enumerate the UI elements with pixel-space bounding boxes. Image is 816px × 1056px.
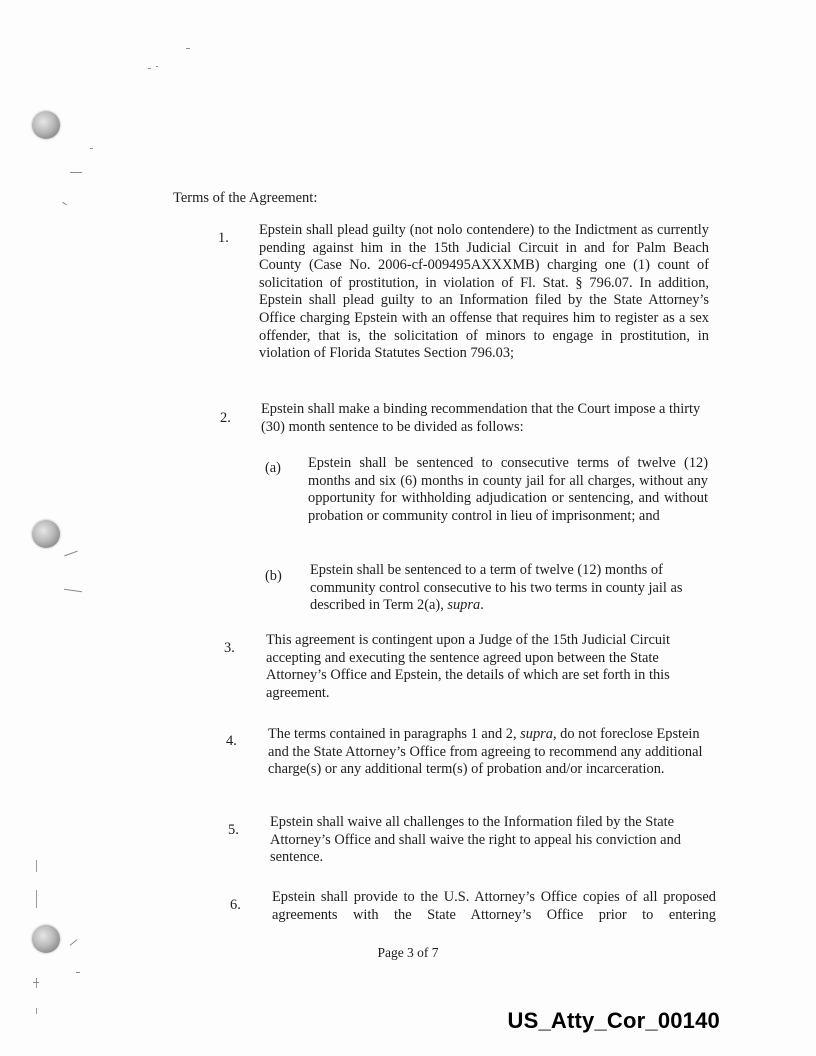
scan-speck — [76, 972, 80, 973]
scan-speck — [36, 860, 37, 872]
item-number-3: 3. — [224, 640, 235, 656]
item-number-1: 1. — [218, 230, 229, 246]
item-text-2: Epstein shall make a binding recommendation that the Court impose a thirty (30) month sentence to be divided as follows: — [261, 401, 701, 435]
item-number-5: 5. — [228, 822, 239, 838]
scan-speck — [36, 1008, 37, 1014]
subitem-label-2a: (a) — [265, 460, 281, 476]
scan-speck — [33, 982, 39, 983]
scan-speck — [90, 148, 93, 149]
subitem-text-2b — [310, 562, 710, 615]
subitem-text-2b-main: Epstein shall be sentenced to a term of twelve (12) months of community control consecutive to his two terms in county jail as described in Term 2(a), — [310, 562, 683, 614]
item-number-4: 4. — [226, 733, 237, 749]
scan-speck — [186, 48, 190, 49]
scan-speck — [36, 978, 37, 988]
item-text-5: Epstein shall waive all challenges to the Information filed by the State Attorney’s Office and shall waive the right to appeal his conviction and sentence. — [270, 814, 681, 866]
item-text-4-main: The terms contained in paragraphs 1 and 2, — [268, 726, 521, 742]
scan-speck — [156, 66, 158, 67]
subitem-text-2a: Epstein shall be sentenced to consecutive terms of twelve (12) months and six (6) months in county jail for all charges, without any opportunity for withholding adjudication or sentencing, and without probation or community control in lieu of imprisonment; and — [308, 455, 708, 524]
punch-hole-middle — [32, 520, 60, 548]
item-number-6: 6. — [230, 897, 241, 913]
item-text-3: This agreement is contingent upon a Judge of the 15th Judicial Circuit accepting and executing the sentence agreed upon between the State Attorney’s Office and Epstein, the details of which are set forth in this agreement. — [266, 632, 671, 701]
section-heading: Terms of the Agreement: — [173, 190, 318, 206]
subitem-text-2b-end: . — [480, 597, 484, 614]
item-number-2: 2. — [220, 410, 231, 426]
item-text-4 — [268, 726, 714, 779]
item-text-6: Epstein shall provide to the U.S. Attorney’s Office copies of all proposed agreements with the State Attorney’s Office prior to entering — [272, 889, 716, 923]
item-text-1: Epstein shall plead guilty (not nolo contendere) to the Indictment as currently pending against him in the 15th Judicial Circuit in and for Palm Beach County (Case No. 2006-cf-009495AXXXMB) charging one (1) count of solicitation of prostitution, in violation of Fl. Stat. § 796.07. In addition, Epstein shall plead guilty to an Information filed by the State Attorney’s Office charging Epstein with an offense that requires him to register as a sex offender, that is, the solicitation of minors to engage in prostitution, in violation of Florida Statutes Section 796.03; — [259, 222, 709, 362]
bates-number: US_Atty_Cor_00140 — [507, 1008, 720, 1033]
scan-speck — [36, 890, 37, 908]
scan-speck — [148, 68, 151, 69]
scan-speck — [64, 589, 82, 592]
scan-speck — [64, 551, 77, 557]
punch-hole-top — [32, 111, 60, 139]
item-text-4-end: , do not foreclose Epstein and the State Attorney’s Office from agreeing to recommend any additional charge(s) or any additional term(s) of probation and/or incarceration. — [268, 726, 703, 778]
scan-speck — [62, 202, 67, 206]
scan-speck — [70, 172, 82, 173]
page-number: Page 3 of 7 — [377, 945, 439, 960]
item-text-4-italic: supra — [520, 726, 553, 742]
subitem-label-2b: (b) — [265, 568, 282, 584]
subitem-text-2b-italic: supra — [447, 597, 481, 614]
